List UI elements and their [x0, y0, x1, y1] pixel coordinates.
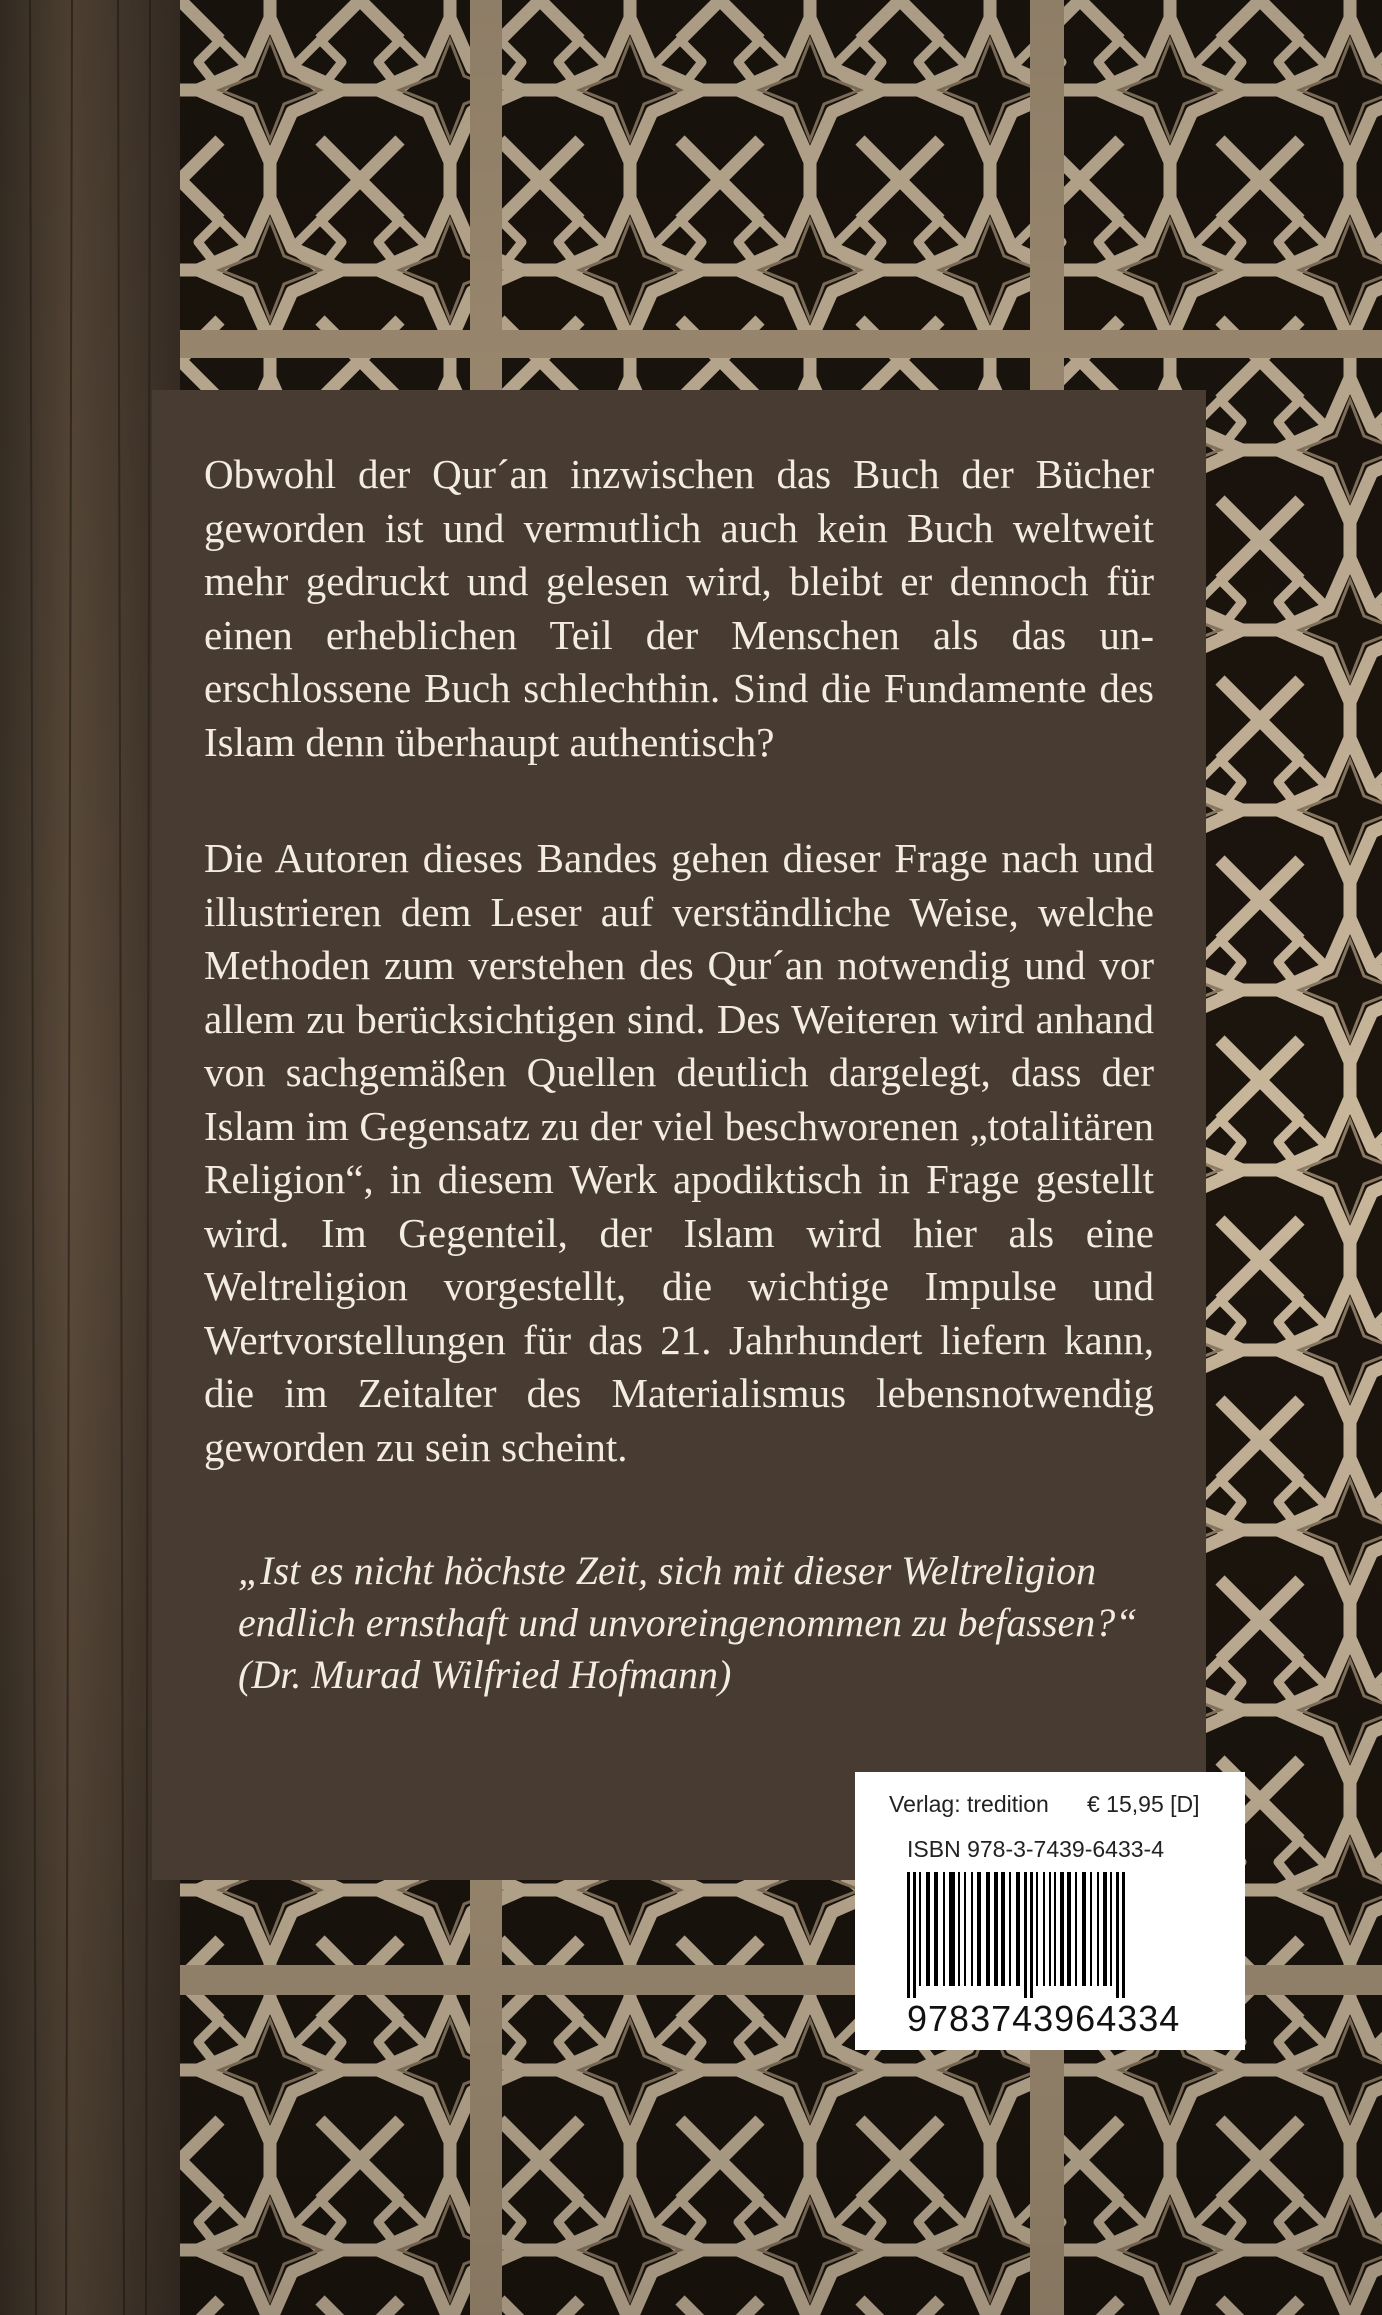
barcode-bar	[907, 1872, 910, 1998]
description-paragraph: Obwohl der Qur´an inzwischen das Buch der Bücher geworden ist und vermutlich auch kein Buch weltweit mehr gedruckt und gelesen wird, bleibt er dennoch für einen erheblichen Teil der Menschen als das unerschlossene Buch schlechthin. Sind die Fundamente des Islam denn überhaupt authentisch?	[204, 451, 1154, 765]
barcode-bar	[1082, 1872, 1086, 1986]
barcode-bar	[1030, 1872, 1033, 1998]
barcode-bar	[1036, 1872, 1038, 1986]
barcode	[905, 1872, 1205, 1998]
barcode-bar	[986, 1872, 990, 1986]
barcode-bar	[1049, 1872, 1051, 1986]
barcode-bar	[1043, 1872, 1045, 1986]
barcode-bar	[1009, 1872, 1011, 1986]
barcode-bar	[919, 1872, 921, 1986]
barcode-bar	[913, 1872, 916, 1998]
barcode-number: 9783743964334	[907, 1998, 1181, 2039]
quote-line: „Ist es nicht höchste Zeit, sich mit dieser Weltreligion	[238, 1548, 1097, 1593]
barcode-bar	[1075, 1872, 1077, 1986]
barcode-bar	[1016, 1872, 1020, 1986]
barcode-box	[855, 1772, 1245, 2050]
barcode-bar	[958, 1872, 960, 1986]
isbn-label: ISBN 978-3-7439-6433-4	[907, 1836, 1164, 1862]
barcode-bar	[1067, 1872, 1071, 1986]
barcode-bar	[1122, 1872, 1125, 1998]
barcode-bar	[949, 1872, 955, 1986]
description-paragraph: Die Autoren dieses Bandes gehen dieser Frage nach und illustrieren dem Leser auf verständliche Weise, welche Methoden zum verstehen des Qur´an notwendig und vor allem zu berücksichtigen sind. Des Weiteren wird anhand von sachgemäßen Quellen deutlich dargelegt, dass der Islam im Gegensatz zu der viel beschworenen „totalitären Religion“, in diesem Werk apodiktisch in Frage gestellt wird. Im Gegenteil, der Islam wird hier als eine Weltreligion vorgestellt, die wichtige Impulse und Wertvorstellungen für das 21. Jahrhundert liefern kann, die im Zeitalter des Materialismus lebensnotwendig geworden zu sein scheint.	[204, 835, 1154, 1470]
barcode-bar	[926, 1872, 930, 1986]
barcode-bar	[1054, 1872, 1056, 1986]
barcode-bar	[1060, 1872, 1064, 1986]
barcode-bar	[964, 1872, 966, 1986]
barcode-bar	[994, 1872, 998, 1986]
price-label: € 15,95 [D]	[1087, 1791, 1200, 1817]
quote-line: endlich ernsthaft und unvoreingenommen zu befassen?“	[238, 1600, 1138, 1645]
publisher-label: Verlag: tredition	[889, 1791, 1049, 1817]
barcode-bar	[1097, 1872, 1099, 1986]
barcode-bar	[1116, 1872, 1119, 1998]
barcode-bar	[977, 1872, 981, 1986]
barcode-bar	[943, 1872, 945, 1986]
barcode-bar	[1090, 1872, 1092, 1986]
quote	[238, 1545, 1178, 1701]
barcode-bar	[934, 1872, 938, 1986]
barcode-bar	[1024, 1872, 1027, 1998]
barcode-bar	[971, 1872, 973, 1986]
text-panel	[152, 390, 1206, 1880]
barcode-bar	[1001, 1872, 1005, 1986]
quote-attribution: (Dr. Murad Wilfried Hofmann)	[238, 1652, 732, 1697]
barcode-bar	[1110, 1872, 1112, 1986]
barcode-bar	[1103, 1872, 1107, 1986]
